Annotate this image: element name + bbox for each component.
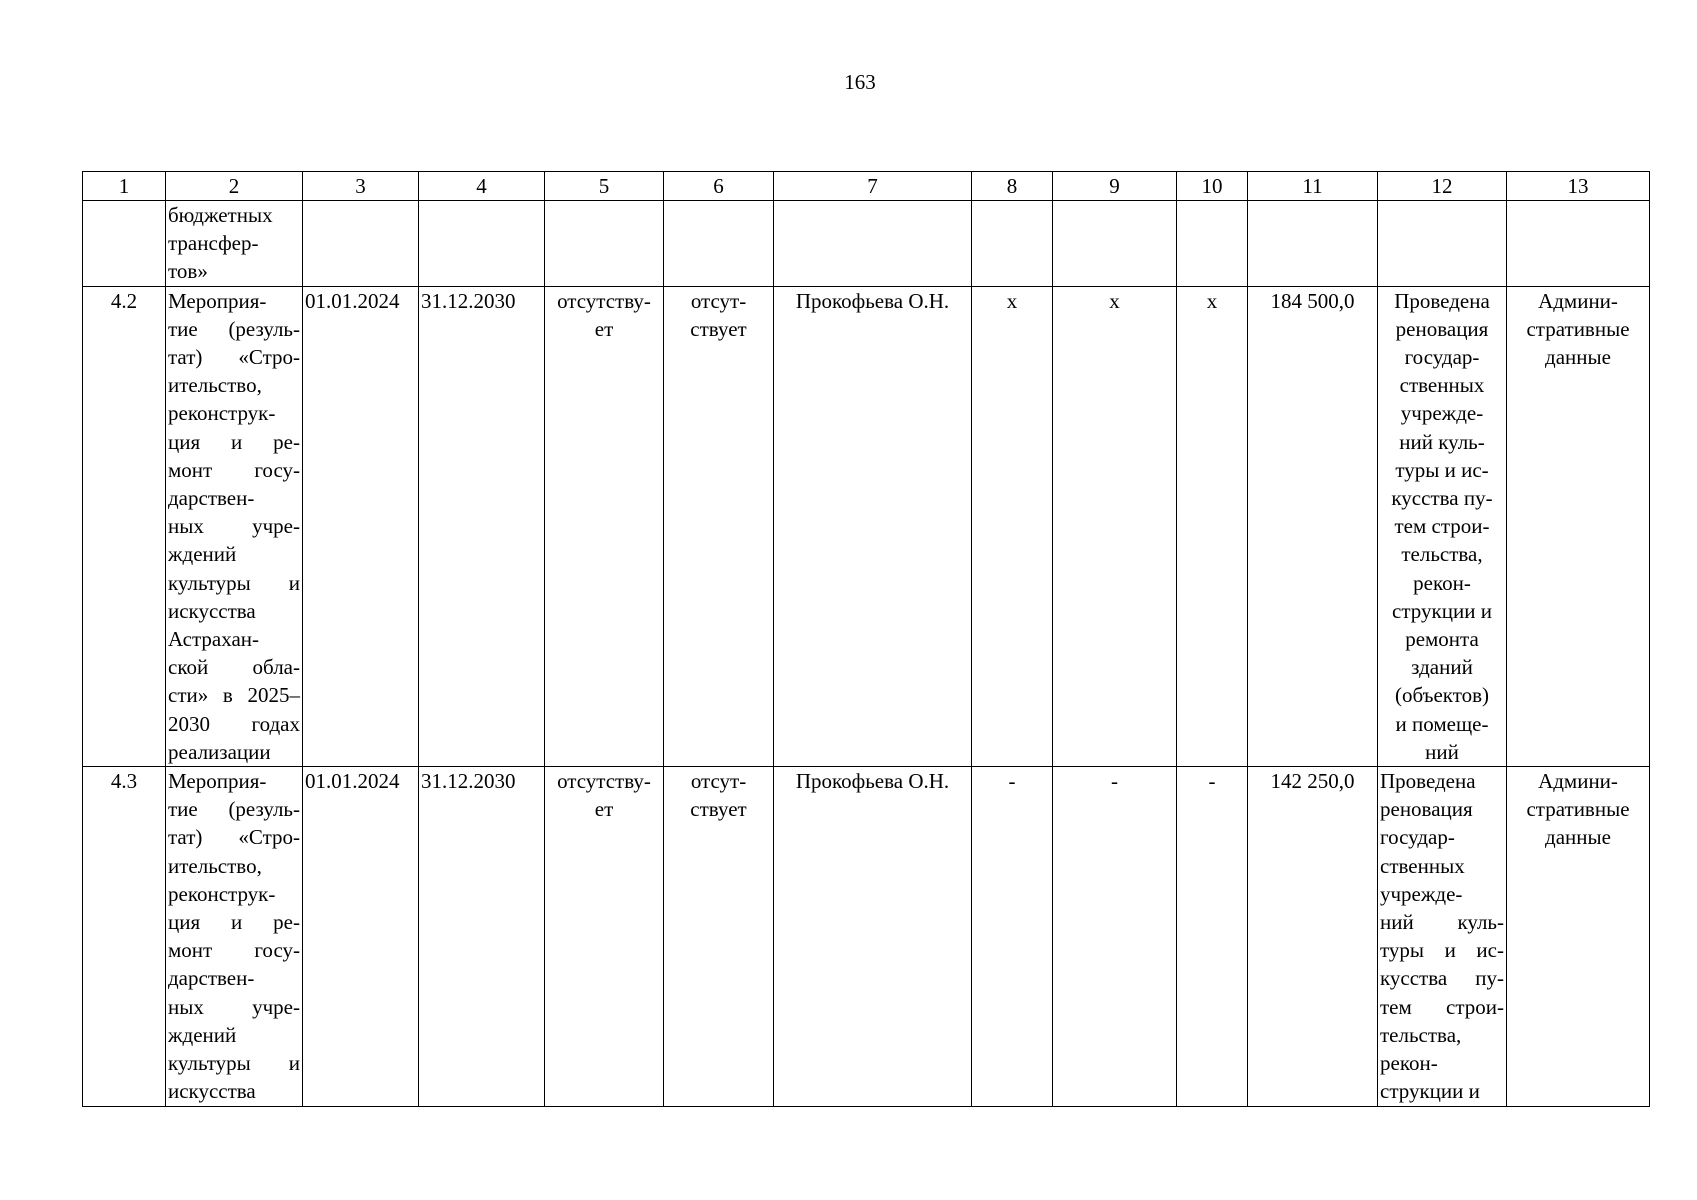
- row-number: 4.2: [83, 286, 166, 766]
- text-line: туры и ис-: [1380, 938, 1504, 963]
- col5-cell: [545, 286, 664, 766]
- text-line: тат) «Стро-: [168, 345, 300, 370]
- text-line: ний: [1425, 739, 1459, 764]
- text-line: реконструк-: [168, 881, 276, 906]
- column-header: 3: [303, 172, 419, 201]
- text-line: дарствен-: [168, 486, 255, 511]
- cell-empty: [664, 201, 774, 287]
- text-line: тем строи-: [1380, 994, 1504, 1019]
- column-header: 5: [545, 172, 664, 201]
- end-date: 31.12.2030: [419, 286, 545, 766]
- start-date: 01.01.2024: [303, 767, 419, 1106]
- col9-value: -: [1053, 767, 1177, 1106]
- col6-text: [666, 287, 771, 343]
- page-number: 163: [844, 70, 876, 94]
- measure-name-cell: [166, 286, 303, 766]
- col6-text: [666, 767, 771, 823]
- text-line: рекон-: [1380, 1051, 1438, 1076]
- text-line: кусства пу-: [1391, 486, 1493, 511]
- text-line: Мероприя-: [168, 769, 267, 794]
- text-line: отсутству-: [557, 288, 651, 313]
- text-line: ных учре-: [168, 994, 300, 1019]
- amount-value: 142 250,0: [1248, 767, 1378, 1106]
- amount-value: 184 500,0: [1248, 286, 1378, 766]
- col6-cell: [664, 286, 774, 766]
- result-text: [1380, 767, 1504, 1105]
- measure-name-cell: [166, 767, 303, 1106]
- text-line: тие (резуль-: [168, 316, 300, 341]
- responsible-person: Прокофьева О.Н.: [774, 767, 972, 1106]
- text-line: ция и ре-: [168, 429, 300, 454]
- text-line: ственных: [1380, 853, 1465, 878]
- text-line: рекон-: [1413, 570, 1471, 595]
- text-line: тельства,: [1380, 1022, 1462, 1047]
- text-line: искусства: [168, 598, 256, 623]
- text-line: струкции и: [1380, 1079, 1480, 1104]
- text-line: ция и ре-: [168, 910, 300, 935]
- cell-empty: [303, 201, 419, 287]
- column-header: 2: [166, 172, 303, 201]
- cell-empty: [1507, 201, 1650, 287]
- text-line: ствует: [690, 316, 747, 341]
- col5-text: [547, 287, 661, 343]
- end-date: 31.12.2030: [419, 767, 545, 1106]
- text-line: отсут-: [690, 769, 747, 794]
- text-line: реализации: [168, 739, 271, 764]
- text-line: и помеще-: [1395, 711, 1489, 736]
- text-line: Админи-: [1538, 769, 1618, 794]
- header-row: [83, 172, 1650, 201]
- text-line: реконструк-: [168, 401, 276, 426]
- text-line: культуры и: [168, 570, 300, 595]
- text-line: отсут-: [690, 288, 747, 313]
- cell-empty: [1177, 201, 1248, 287]
- text-line: тельства,: [1401, 542, 1483, 567]
- col8-value: х: [972, 286, 1053, 766]
- text-line: культуры и: [168, 1051, 300, 1076]
- source-text: [1509, 287, 1647, 372]
- text-line: сти» в 2025–: [168, 683, 300, 708]
- text-line: 2030 годах: [168, 711, 300, 736]
- source-cell: [1507, 286, 1650, 766]
- text-line: ет: [594, 797, 614, 822]
- text-line: ительство,: [168, 373, 262, 398]
- text-line: ждений: [168, 1022, 237, 1047]
- text-line: ных учре-: [168, 514, 300, 539]
- text-line: трансфер-: [168, 231, 259, 256]
- col5-text: [547, 767, 661, 823]
- table-row: [83, 286, 1650, 766]
- text-line: стративные: [1526, 797, 1630, 822]
- text-line: Проведена: [1394, 288, 1490, 313]
- text-line: ственных: [1399, 373, 1485, 398]
- column-header: 7: [774, 172, 972, 201]
- column-header: 10: [1177, 172, 1248, 201]
- text-line: ждений: [168, 542, 237, 567]
- text-line: туры и ис-: [1395, 457, 1489, 482]
- text-line: тат) «Стро-: [168, 825, 300, 850]
- text-line: Астрахан-: [168, 627, 259, 652]
- source-text: [1509, 767, 1647, 852]
- result-cell: [1378, 286, 1507, 766]
- text-line: реновация: [1380, 797, 1473, 822]
- col5-cell: [545, 767, 664, 1106]
- text-line: данные: [1545, 825, 1611, 850]
- source-cell: [1507, 767, 1650, 1106]
- cell-empty: [774, 201, 972, 287]
- name-lines: [168, 201, 300, 286]
- col6-cell: [664, 767, 774, 1106]
- text-line: ний куль-: [1399, 429, 1485, 454]
- text-line: ет: [594, 316, 614, 341]
- cell-empty: [545, 201, 664, 287]
- text-line: дарствен-: [168, 966, 255, 991]
- text-line: тем строи-: [1394, 514, 1490, 539]
- text-line: искусства: [168, 1079, 256, 1104]
- text-line: ний куль-: [1380, 910, 1504, 935]
- text-line: (объектов): [1394, 683, 1490, 708]
- text-line: зданий: [1411, 655, 1473, 680]
- text-line: Мероприя-: [168, 288, 267, 313]
- text-line: данные: [1545, 345, 1611, 370]
- column-header: 11: [1248, 172, 1378, 201]
- cell-empty: [1053, 201, 1177, 287]
- text-line: тие (резуль-: [168, 797, 300, 822]
- text-line: Админи-: [1538, 288, 1618, 313]
- text-line: учрежде-: [1380, 881, 1463, 906]
- result-cell: [1378, 767, 1507, 1106]
- text-line: монт госу-: [168, 938, 300, 963]
- column-header: 6: [664, 172, 774, 201]
- text-line: кусства пу-: [1380, 966, 1504, 991]
- col9-value: х: [1053, 286, 1177, 766]
- cell-empty: [419, 201, 545, 287]
- table-row: [83, 767, 1650, 1106]
- text-line: государ-: [1380, 825, 1455, 850]
- measures-table: [82, 171, 1650, 1107]
- measure-name: [168, 767, 300, 1105]
- text-line: струкции и: [1392, 598, 1492, 623]
- text-line: государ-: [1404, 345, 1480, 370]
- text-line: тов»: [168, 259, 208, 284]
- column-header: 9: [1053, 172, 1177, 201]
- column-header: 13: [1507, 172, 1650, 201]
- cell-empty: [83, 201, 166, 287]
- text-line: бюджетных: [168, 203, 273, 227]
- text-line: Проведена: [1380, 769, 1476, 794]
- measure-name: [168, 287, 300, 766]
- text-line: ремонта: [1405, 627, 1479, 652]
- col8-value: -: [972, 767, 1053, 1106]
- col10-value: -: [1177, 767, 1248, 1106]
- text-line: стративные: [1526, 316, 1630, 341]
- text-line: ской обла-: [168, 655, 300, 680]
- continuation-row: [83, 201, 1650, 287]
- text-line: ствует: [690, 797, 747, 822]
- column-header: 8: [972, 172, 1053, 201]
- cell-empty: [1378, 201, 1507, 287]
- col10-value: х: [1177, 286, 1248, 766]
- text-line: отсутству-: [557, 769, 651, 794]
- start-date: 01.01.2024: [303, 286, 419, 766]
- responsible-person: Прокофьева О.Н.: [774, 286, 972, 766]
- row-number: 4.3: [83, 767, 166, 1106]
- cell-empty: [1248, 201, 1378, 287]
- text-line: ительство,: [168, 853, 262, 878]
- column-header: 12: [1378, 172, 1507, 201]
- column-header: 1: [83, 172, 166, 201]
- cell-empty: [972, 201, 1053, 287]
- result-text: [1380, 287, 1504, 766]
- text-line: учрежде-: [1400, 401, 1484, 426]
- text-line: реновация: [1395, 316, 1489, 341]
- column-header: 4: [419, 172, 545, 201]
- text-line: монт госу-: [168, 457, 300, 482]
- cell-name-continuation: [166, 201, 303, 287]
